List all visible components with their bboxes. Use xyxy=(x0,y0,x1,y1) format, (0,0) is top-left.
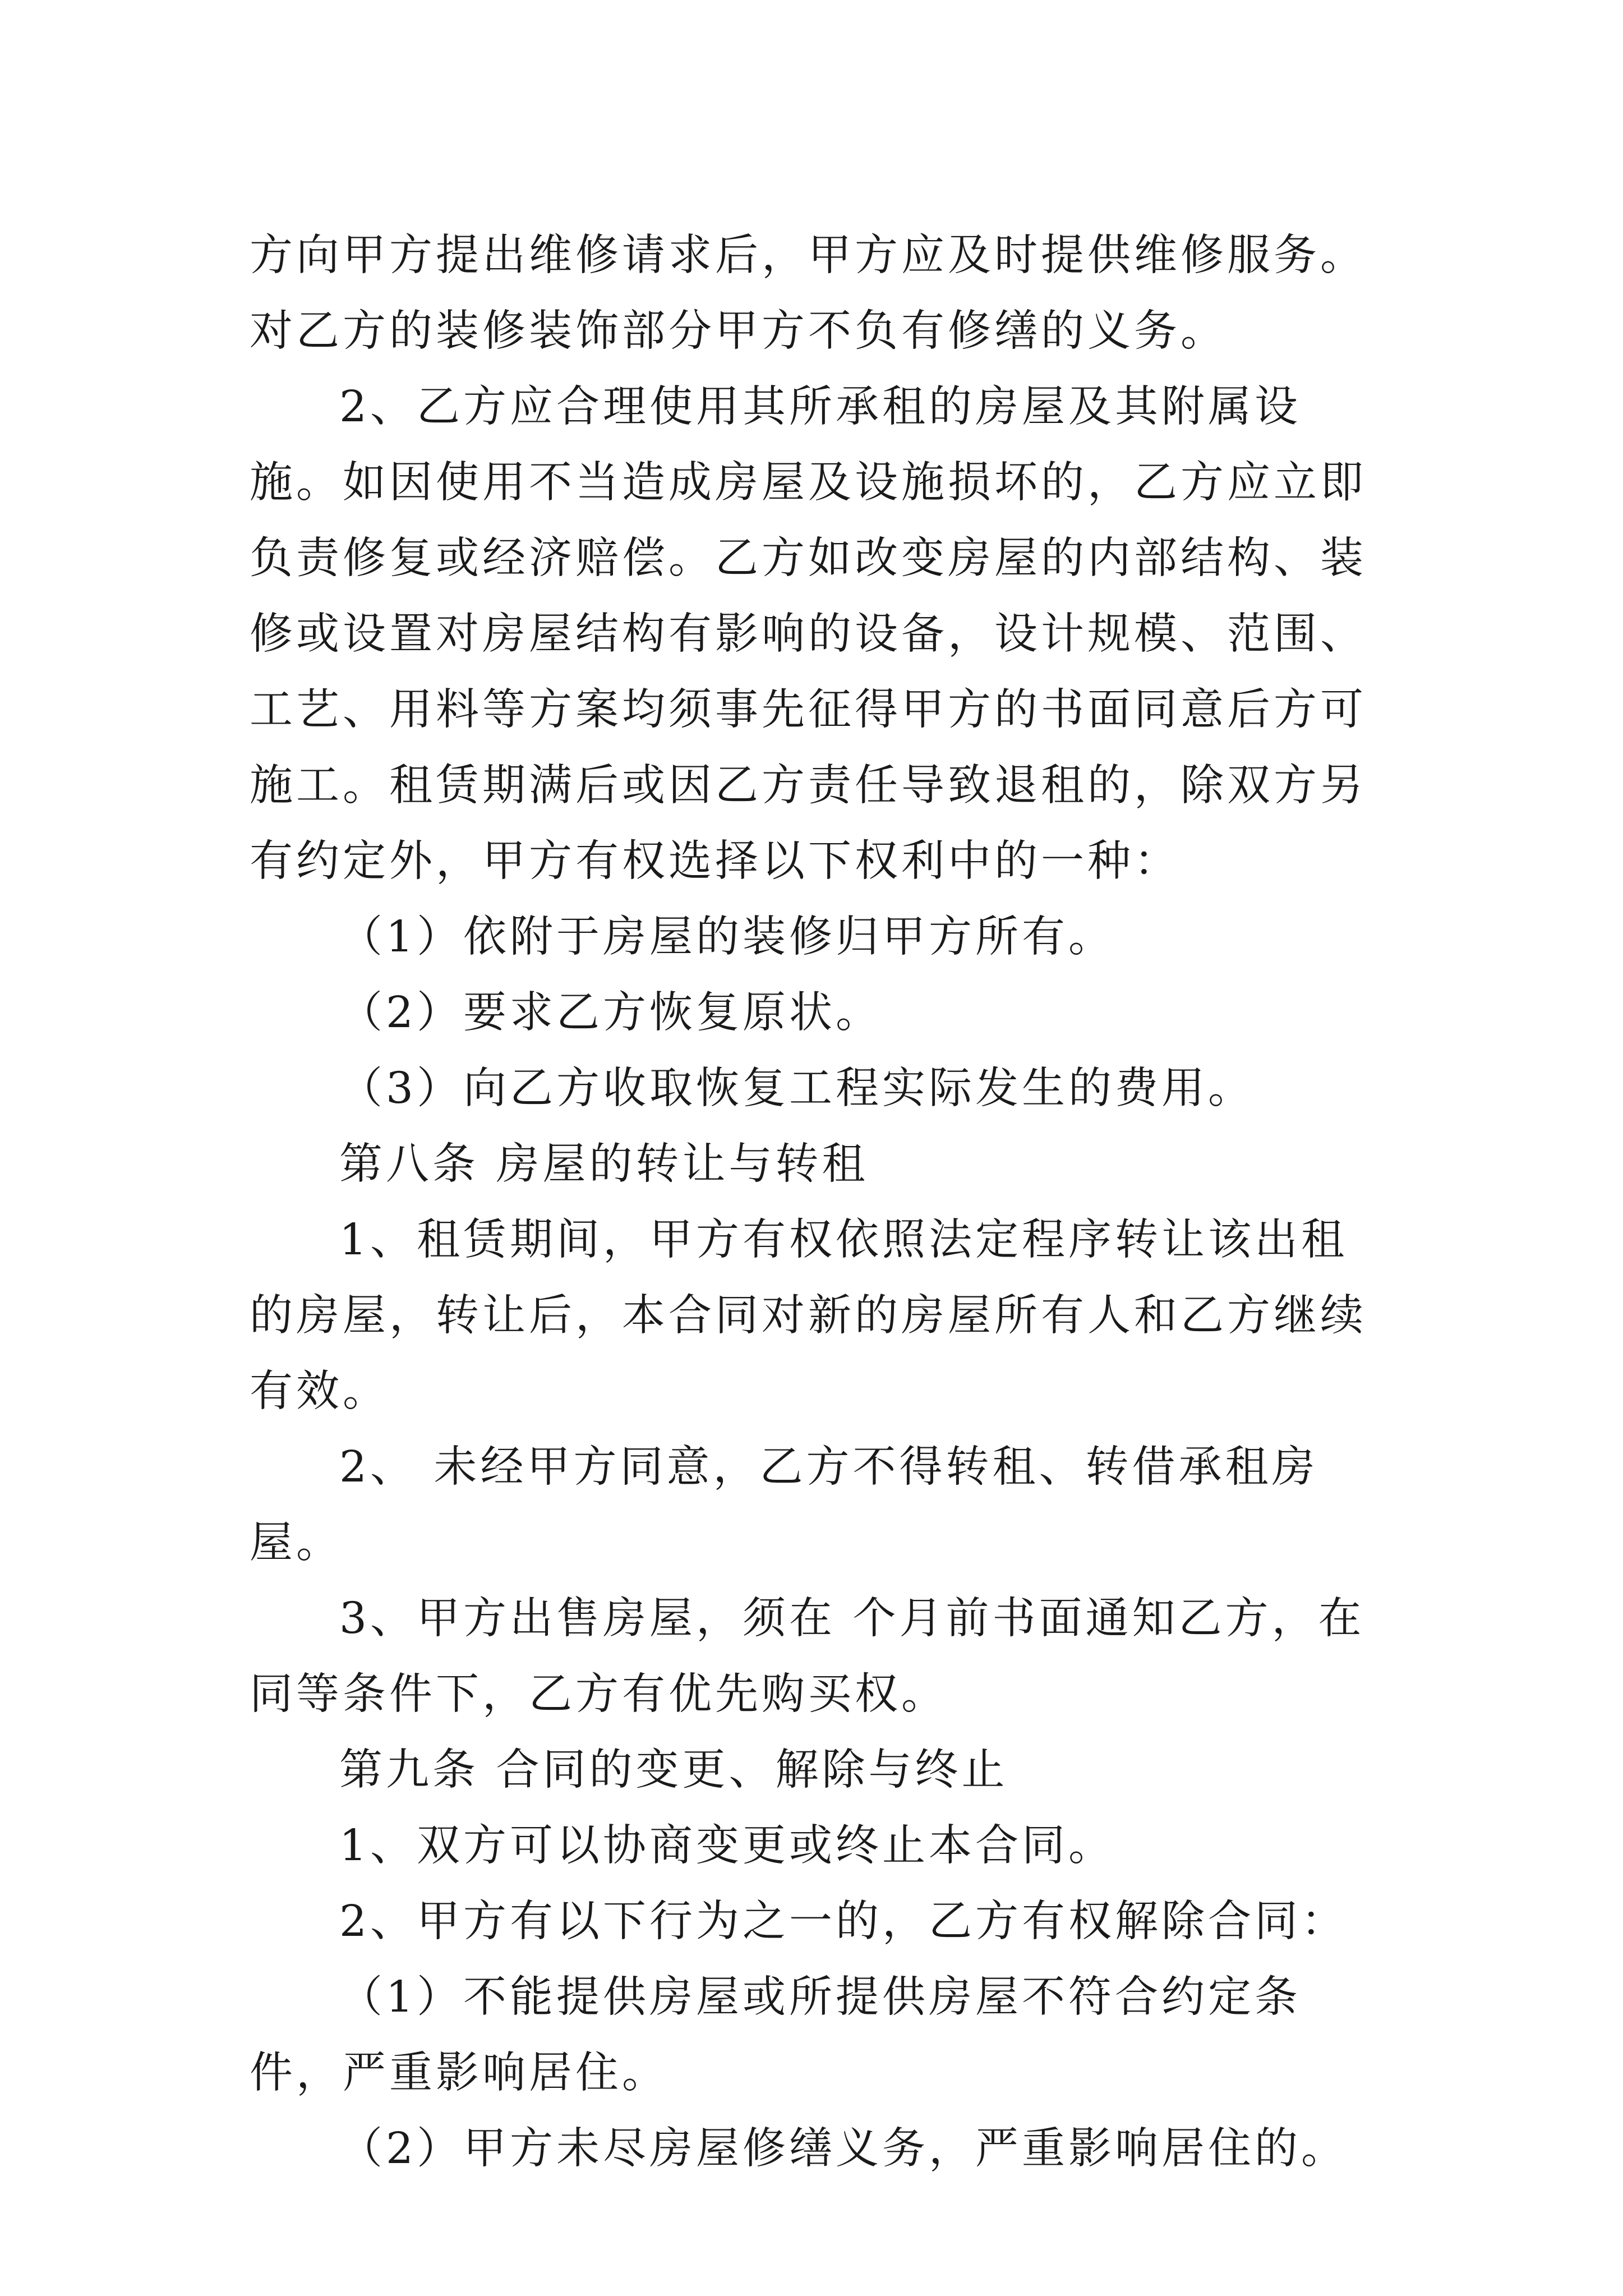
article-9-heading: 第九条 合同的变更、解除与终止 xyxy=(339,1745,1008,1795)
list-item-option-1: （1）依附于房屋的装修归甲方所有。 xyxy=(339,912,1115,962)
paragraph-article-8-clause-3: 3、甲方出售房屋，须在 个月前书面通知乙方，在同等条件下，乙方有优先购买权。 xyxy=(250,1594,1365,1719)
list-item-option-2: （2）要求乙方恢复原状。 xyxy=(339,988,882,1038)
list-item-termination-2: （2）甲方未尽房屋修缮义务，严重影响居住的。 xyxy=(339,2124,1348,2174)
paragraph-article-8-clause-2: 2、 未经甲方同意，乙方不得转租、转借承租房屋。 xyxy=(250,1442,1318,1568)
paragraph-clause-2: 2、乙方应合理使用其所承租的房屋及其附属设施。如因使用不当造成房屋及设施损坏的，乙方应立即负责修复或经济赔偿。乙方如改变房屋的内部结构、装修或设置对房屋结构有影响的设备，设计规模、范围、工艺、用料等方案均须事先征得甲方的书面同意后方可施工。租赁期满后或因乙方责任导致退租的，除双方另有约定外，甲方有权选择以下权利中的一种： xyxy=(250,382,1367,886)
paragraph-repair-continued: 方向甲方提出维修请求后，甲方应及时提供维修服务。对乙方的装修装饰部分甲方不负有修缮的义务。 xyxy=(250,231,1367,356)
paragraph-article-8-clause-1: 1、租赁期间，甲方有权依照法定程序转让该出租的房屋，转让后，本合同对新的房屋所有人和乙方继续有效。 xyxy=(250,1215,1367,1416)
document-body xyxy=(250,218,1394,2187)
list-item-option-3: （3）向乙方收取恢复工程实际发生的费用。 xyxy=(339,1064,1255,1114)
paragraph-article-9-clause-2: 2、甲方有以下行为之一的，乙方有权解除合同： xyxy=(339,1897,1348,1947)
article-8-heading: 第八条 房屋的转让与转租 xyxy=(339,1139,869,1189)
list-item-termination-1: （1）不能提供房屋或所提供房屋不符合约定条件，严重影响居住。 xyxy=(250,1972,1301,2098)
paragraph-article-9-clause-1: 1、双方可以协商变更或终止本合同。 xyxy=(339,1821,1115,1871)
